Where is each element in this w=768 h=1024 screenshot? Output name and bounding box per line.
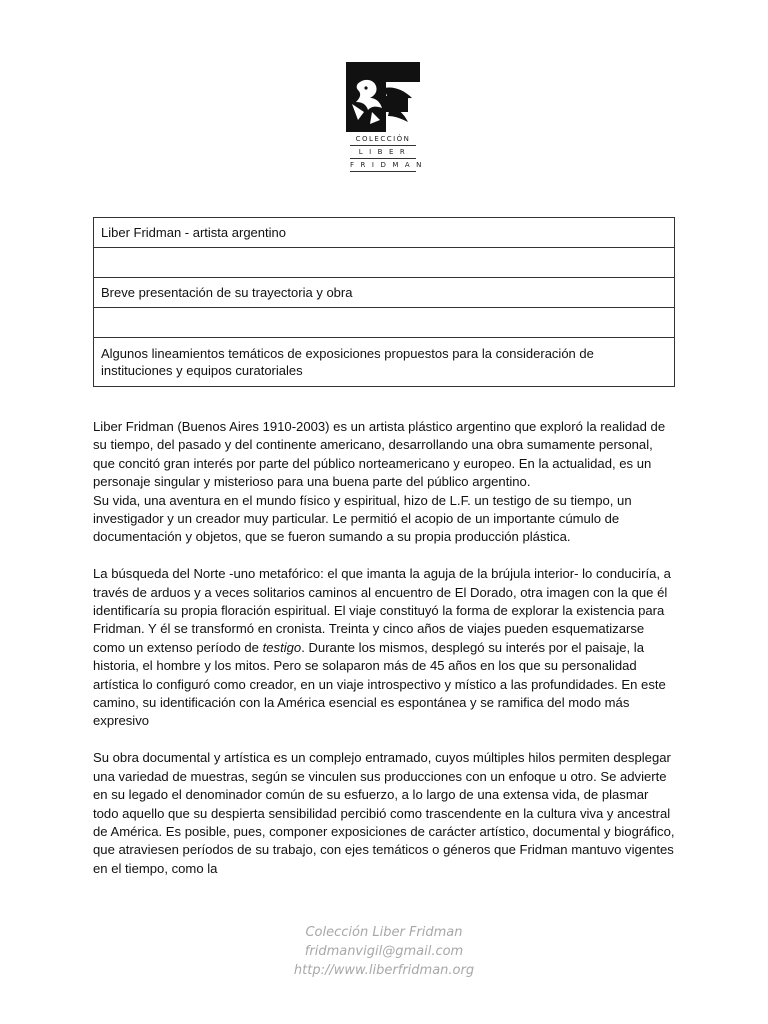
logo-divider: [350, 158, 416, 159]
logo-wordmark: [346, 134, 428, 172]
table-cell-subtitle: Breve presentación de su trayectoria y obra: [94, 278, 675, 308]
document-body: [93, 418, 677, 878]
logo-line-2: LIBER: [358, 148, 412, 156]
paragraph-journey-part-2: . Durante los mismos, desplegó su interés por el paisaje, la historia, el hombre y los mitos. Pero se solaparon más de 45 años en los que su personalidad artística lo configuró como creador, en un viaje introspectivo y místico a las profundidades. En este camino, su identificación con la América esencial es espontánea y se ramifica del modo más expresivo: [93, 639, 666, 729]
paragraph-journey: [93, 565, 677, 731]
page-footer: [0, 923, 768, 980]
logo-divider: [350, 145, 416, 146]
logo-line-3: FRIDMAN: [350, 161, 428, 169]
paragraph-life: Su vida, una aventura en el mundo físico y espiritual, hizo de L.F. un testigo de su tiempo, un investigador y un creador muy particular. Le permitió el acopio de un importante cúmulo de documentación y objetos, que se fueron sumando a su propia producción plástica.: [93, 492, 632, 545]
table-cell-title: Liber Fridman - artista argentino: [94, 218, 675, 248]
collection-logo: [346, 62, 428, 173]
paragraph-work: Su obra documental y artística es un complejo entramado, cuyos múltiples hilos permiten desplegar una variedad de muestras, según se vinculen sus producciones con un enfoque u otro. Se advierte en su legado el denominador común de su esfuerzo, a lo largo de una extensa vida, de plasmar todo aquello que su despierta sensibilidad percibió como trascendente en la cultura viva y ancestral de América. Es posible, pues, componer exposiciones de carácter artístico, documental y biográfico, que atraviesen períodos de su trabajo, con ejes temáticos o géneros que Fridman mantuvo vigentes en el tiempo, como la: [93, 750, 675, 876]
emphasis-testigo: testigo: [262, 639, 302, 655]
table-row: [94, 218, 675, 248]
logo-divider: [350, 171, 416, 172]
paragraph-intro: Liber Fridman (Buenos Aires 1910-2003) es un artista plástico argentino que exploró la realidad de su tiempo, del pasado y del continente americano, desarrollando una obra sumamente personal, que concitó gran interés por parte del público norteamericano y europeo. En la actualidad, es un personaje singular y misterioso para una buena parte del público argentino.: [93, 419, 666, 490]
summary-table: [93, 217, 675, 387]
table-row: [94, 338, 675, 387]
footer-collection-name: Colección Liber Fridman: [305, 925, 463, 940]
table-row: [94, 248, 675, 278]
bird-figure-icon: [346, 62, 420, 132]
table-cell-empty: [94, 248, 675, 278]
table-cell-description: Algunos lineamientos temáticos de exposiciones propuestos para la consideración de instituciones y equipos curatoriales: [94, 338, 675, 387]
table-row: [94, 308, 675, 338]
table-row: [94, 278, 675, 308]
table-cell-empty: [94, 308, 675, 338]
logo-line-1: COLECCIÓN: [355, 135, 411, 143]
footer-website-link[interactable]: http://www.liberfridman.org: [293, 963, 475, 978]
footer-email[interactable]: fridmanvigil@gmail.com: [304, 944, 464, 959]
paragraph-journey-part-1: La búsqueda del Norte -uno metafórico: el que imanta la aguja de la brújula interior- lo conduciría, a través de arduos y a veces solitarios caminos al encuentro de El Dorado, otra imagen con la que él identificaría su propia floración espiritual. El viaje constituyó la forma de explorar la existencia para Fridman. Y él se transformó en cronista. Treinta y cinco años de viajes pueden esquematizarse como un extenso período de: [93, 566, 671, 655]
